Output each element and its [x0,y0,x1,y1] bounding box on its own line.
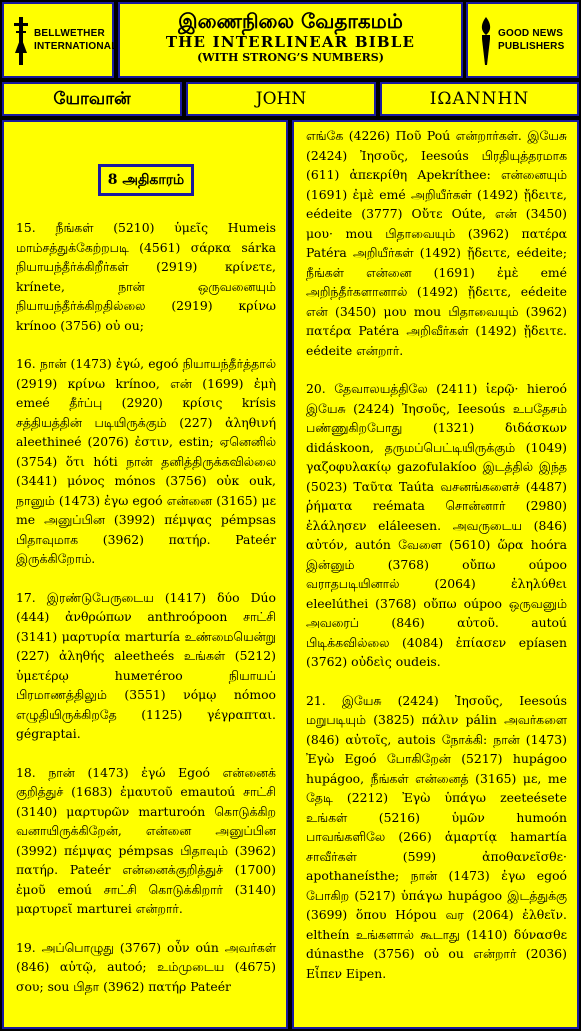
bellwether-figure-icon [11,15,31,67]
verse-number: 17. [16,589,47,605]
verse-list-right [306,126,567,983]
book-name-tamil: யோவான் [2,82,182,116]
verse-paragraph [306,379,567,672]
chapter-heading: 8 அதிகாரம் [98,164,194,196]
verse-paragraph [16,588,276,744]
verse-text: தேவாலயத்திலே (2411) ἱερῷ· hieroó இயேசு (2424) Ἰησοῦς, Ieesoús உபதேசம் பண்ணுகிறபோது (1321) διδάσκων didáskoon, தருமப்பெட்டியிருக்கும் (1049) γαζοφυλακίῳ gazofulakíoo இடத்தில் இந்த (5023) Ταῦτα Taúta வசனங்களைச் (4487) ῥήματα reémata சொன்னார் (2980) ἐλάλησεν eláleesen. அவருடைய (846) αὐτόν, autón வேளை (5610) ὥρα hoóra இன்னும் (3768) οὔπω oúpoo வராதபடியினால் (2064) ἐληλύθει eleelúthei (3768) οὔπω oúpoo ஒருவனும் அவரைப் (846) αὐτοῦ. autoú பிடிக்கவில்லை (4084) ἐπίασεν epíasen (3762) οὐδεὶς oudeis. [306,381,567,669]
verse-paragraph [306,126,567,360]
torch-icon [476,15,496,67]
text-column-left [2,120,288,1029]
book-name-greek: IΩANNHN [380,82,579,116]
verse-paragraph [16,218,276,335]
verse-paragraph [16,938,276,997]
good-news-logo [466,2,579,78]
verse-number: 20. [306,381,335,396]
title-tamil: இணைநிலை வேதாகமம் [178,9,403,33]
title-subtitle: (WITH STRONG’S NUMBERS) [197,51,384,64]
verse-text: நான் (1473) ἐγώ Egoó என்னைக் குறித்துச் (1683) ἐμαυτοῦ emautoú சாட்சி (3140) μαρτυρῶν marturoón கொடுக்கிற வனாயிருக்கிறேன், என்னை அனுப்பின (3992) πέμψας pémpsas பிதாவும் (3962) πατήρ. Pateér என்னைக்குறித்துச் (1700) ἐμοῦ emoú சாட்சி கொடுக்கிறார் (3140) μαρτυρεῖ marturei என்றார். [16,764,276,916]
verse-number: 21. [306,692,342,708]
bellwether-logo [2,2,118,78]
verse-list-left [16,218,276,996]
verse-paragraph [306,691,567,984]
verse-number: 15. [16,220,56,235]
right-logo-line2: PUBLISHERS [498,41,565,52]
verse-text: அப்பொழுது (3767) οὖν oún அவர்கள் (846) αὐτῷ, autoó; உம்முடைய (4675) σου; sou பிதா (3962) πατήρ Pateér [16,939,276,994]
verse-text: நான் (1473) ἐγώ, egoó நியாயந்தீர்த்தால் (2919) κρίνω krínoo, என் (1699) ἐμὴ emeé தீர்ப்பு (2920) κρίσις krísis சத்தியத்தின் படியிருக்கும் (227) ἀληθινή aleethineé (2076) ἐστιν, estin; ஏனெனில் (3754) ὅτι hóti நான் தனித்திருக்கவில்லை (3441) μόνος mónos (3756) οὐκ ouk, நானும் (1473) ἐγω egoó என்னை (3165) με me அனுப்பின (3992) πέμψας pémpsas பிதாவுமாக (3962) πατήρ. Pateér இருக்கிறோம். [16,356,276,566]
verse-number: 19. [16,939,42,955]
verse-number: 18. [16,764,49,780]
right-logo-line1: GOOD NEWS [498,28,564,39]
page-header [118,2,463,78]
left-logo-line1: BELLWETHER [34,28,105,39]
verse-text: நீங்கள் (5210) ὑμεῖς Humeis மாம்சத்துக்கேற்றபடி (4561) σάρκα sárka நியாயந்தீர்க்கிறீர்கள் (2919) κρίνετε, krínete, நான் ஒருவனையும் நியாயந்தீர்க்கிறதில்லை (2919) κρίνω krínoo (3756) οὐ ou; [16,220,276,333]
left-logo-line2: INTERNATIONAL [34,41,118,52]
verse-text: இரண்டுபேருடைய (1417) δύο Dúo (444) ἀνθρώπων anthroópoon சாட்சி (3141) μαρτυρία marturía உண்மையென்று (227) ἀληθής aleetheés உங்கள் (5212) ὑμετέρῳ huметéroo நியாயப் பிரமாணத்திலும் (3551) νόμῳ nómoo எழுதியிருக்கிறதே (1125) γέγραπται. gégraptai. [16,589,276,741]
verse-text: எங்கே (4226) Ποῦ Poú என்றார்கள். இயேசு (2424) Ἰησοῦς, Ieesoús பிரதியுத்தரமாக (611) ἀπεκρίθη Apekríthee: என்னையும் (1691) ἐμὲ emé அறியீர்கள் (1492) ᾔδειτε, eédeite (3777) Οὔτε Oúte, என் (3450) μου· mou பிதாவையும் (3962) πατέρα Patéra அறியீர்கள் (1492) ᾔδειτε, eédeite; நீங்கள் என்னை (1691) ἐμὲ emé அறிந்தீர்களானால் (1492) ᾔδειτε, eédeite என் (3450) μου mou பிதாவையும் (3962) πατέρα Patéra அறிவீர்கள் (1492) ᾔδειτε. eédeite என்றார். [306,128,567,358]
verse-text: இயேசு (2424) Ἰησοῦς, Ieesoús மறுபடியும் (3825) πάλιν pálin அவர்களை (846) αὐτοῖς, autois நோக்கி: நான் (1473) Ἐγὼ Egoó போகிறேன் (5217) hupágoo hupágoo, நீங்கள் என்னைத் (3165) με, me தேடி (2212) Ἐγὼ ὑπάγω zeeteésete உங்கள் (5216) ὑμῶν humoón பாவங்களிலே (266) ἁμαρτίᾳ hamartía சாவீர்கள் (599) ἀποθανεῖσθε· apothaneísthe; நான் (1473) ἐγω egoó போகிற (5217) ὑπάγω hupágoo இடத்துக்கு (3699) ὅπου Hópou வர (2064) ἐλθεῖν. eltheín உங்களால் கூடாது (1410) δύνασθε dúnasthe (3756) οὐ ou என்றார் (2036) Εἶπεν Eipen. [306,692,567,981]
title-english: THE INTERLINEAR BIBLE [165,33,416,51]
verse-paragraph [16,763,276,919]
book-name-english: JOHN [186,82,376,116]
text-column-right [292,120,579,1029]
verse-number: 16. [16,356,40,371]
verse-paragraph [16,354,276,569]
